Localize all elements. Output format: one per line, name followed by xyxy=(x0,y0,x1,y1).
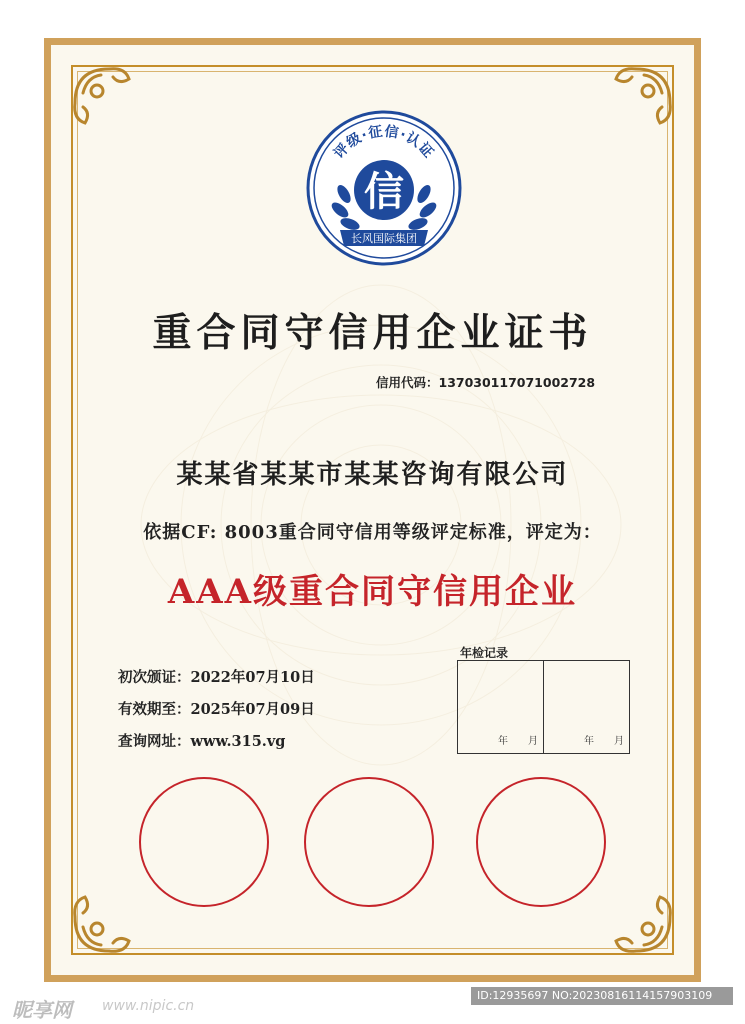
credit-grade: AAA级重合同守信用企业 xyxy=(167,572,578,612)
inspection-cell xyxy=(458,661,543,753)
emblem-bottom-text: 长风国际集团 xyxy=(351,232,417,245)
month-label: 月 xyxy=(528,736,540,747)
year-label: 年 xyxy=(498,736,510,747)
watermark-logo: 昵享网 xyxy=(12,998,72,1022)
certificate-title: 重合同守信用企业证书 xyxy=(152,311,593,356)
month-label: 月 xyxy=(614,736,626,747)
corner-ornament-top-right xyxy=(604,63,676,135)
emblem-top-text: 评级·征信·认证 xyxy=(331,123,437,162)
corner-ornament-bottom-left xyxy=(69,885,141,957)
credit-code: 信用代码：137030117071002728 xyxy=(376,375,596,390)
emblem-center-char: 信 xyxy=(364,168,404,215)
rating-emblem-logo xyxy=(304,108,464,268)
corner-ornament-top-left xyxy=(69,63,141,135)
annual-inspection-label: 年检记录 xyxy=(460,646,509,660)
image-id-bar: ID:12935697 NO:20230816114157903109 xyxy=(471,987,733,1005)
valid-until: 有效期至：2025年07月09日 xyxy=(118,701,315,718)
evaluation-basis: 依据CF: 8003重合同守信用等级评定标准，评定为： xyxy=(143,522,602,543)
company-name: 某某省某某市某某咨询有限公司 xyxy=(176,460,569,490)
seal-placeholder-3 xyxy=(476,777,606,907)
seal-placeholder-2 xyxy=(304,777,434,907)
inspection-cell xyxy=(543,661,629,753)
annual-inspection-table xyxy=(457,660,630,754)
watermark-url: www.nipic.cn xyxy=(102,998,195,1014)
year-label: 年 xyxy=(584,736,596,747)
corner-ornament-bottom-right xyxy=(604,885,676,957)
query-website: 查询网址：www.315.vg xyxy=(118,733,286,750)
seal-placeholder-1 xyxy=(139,777,269,907)
issue-date: 初次颁证：2022年07月10日 xyxy=(118,669,315,686)
